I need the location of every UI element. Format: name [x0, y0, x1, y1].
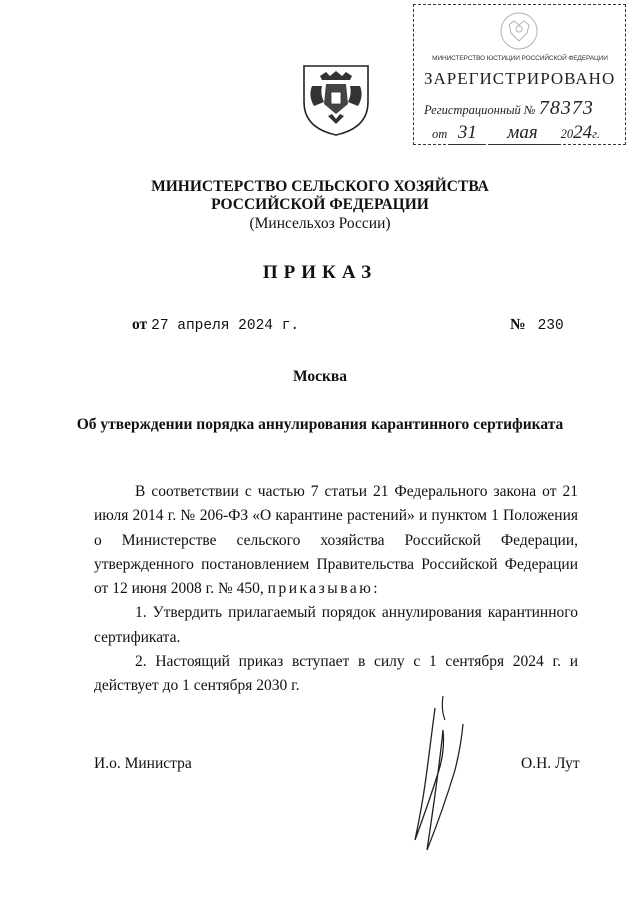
stamp-reg-label: Регистрационный № [424, 103, 536, 117]
stamp-date-year-hand: 24 [573, 122, 593, 143]
handwritten-signature-icon [385, 690, 505, 860]
signatory-role: И.о. Министра [94, 755, 192, 772]
order-item-1: 1. Утвердить прилагаемый порядок аннулирования карантинного сертификата. [94, 604, 578, 646]
registration-stamp [413, 4, 626, 145]
signatory-name: О.Н. Лут [521, 755, 580, 772]
stamp-date-month: мая [507, 122, 538, 143]
order-date-label: от [132, 316, 148, 333]
stamp-date-line [432, 122, 600, 145]
stamp-ministry-name: МИНИСТЕРСТВО ЮСТИЦИИ РОССИЙСКОЙ ФЕДЕРАЦИИ [432, 55, 608, 62]
stamp-reg-number: 78373 [538, 97, 594, 119]
order-date [132, 316, 299, 334]
stamp-date-day: 31 [457, 122, 477, 143]
stamp-date-suffix: г. [592, 127, 600, 141]
coat-of-arms-icon [300, 62, 372, 138]
order-number [510, 316, 564, 334]
document-type: ПРИКАЗ [262, 262, 378, 283]
preamble-text: В соответствии с частью 7 статьи 21 Федерального закона от 21 июля 2014 г. № 206-ФЗ «О карантине растений» и пунктом 1 Положения о Министерстве сельского хозяйства Российской Федерации, утвержденного постановлением Правительства Российской Федерации от 12 июня 2008 г. № 450, [94, 483, 578, 598]
order-body [94, 480, 578, 699]
stamp-date-year-printed: 20 [560, 127, 574, 141]
order-date-value: 27 апреля 2024 г. [151, 318, 300, 334]
stamp-emblem-icon [497, 9, 541, 53]
stamp-title: ЗАРЕГИСТРИРОВАНО [424, 69, 616, 88]
order-subject: Об утверждении порядка аннулирования карантинного сертификата [76, 416, 564, 433]
ministry-name-line1: МИНИСТЕРСТВО СЕЛЬСКОГО ХОЗЯЙСТВА [151, 178, 489, 195]
order-item-2: 2. Настоящий приказ вступает в силу с 1 сентября 2024 г. и действует до 1 сентября 2030 г. [94, 653, 578, 695]
order-number-label: № [510, 316, 526, 333]
ministry-short-name: (Минсельхоз России) [249, 215, 391, 232]
stamp-registration-line [424, 97, 594, 120]
preamble-paragraph [94, 480, 578, 601]
order-word: приказываю: [267, 580, 381, 598]
ministry-name-line2: РОССИЙСКОЙ ФЕДЕРАЦИИ [211, 196, 429, 213]
ministry-name [0, 178, 640, 214]
stamp-date-prefix: от [432, 127, 448, 141]
order-number-value: 230 [537, 318, 564, 334]
city: Москва [292, 368, 348, 385]
